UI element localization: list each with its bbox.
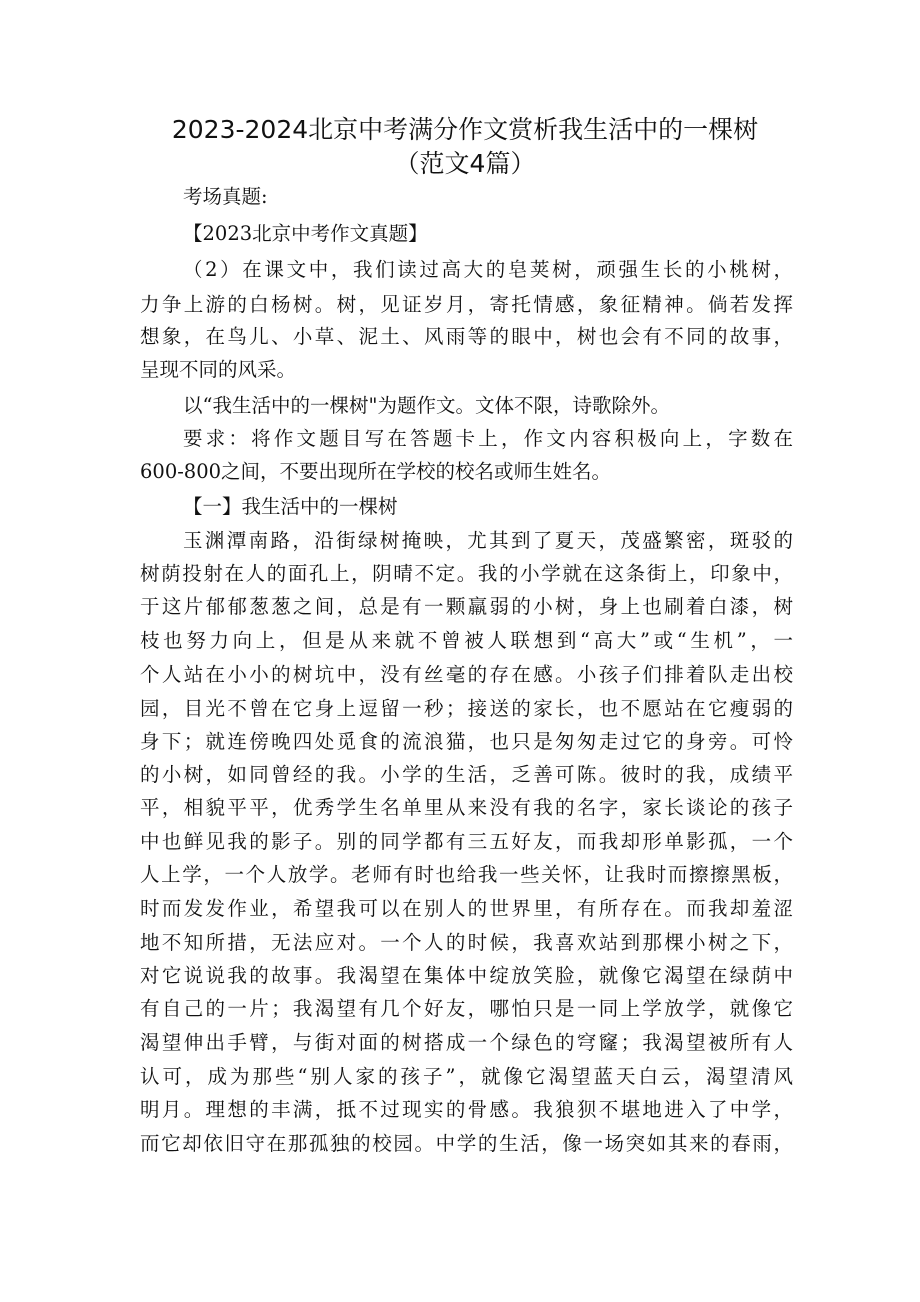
essay-line: 的小树，如同曾经的我。小学的生活，乏善可陈。彼时的我，成绩平	[140, 763, 793, 786]
essay-line: 身下；就连傍晚四处觅食的流浪猫，也只是匆匆走过它的身旁。可怜	[140, 730, 793, 753]
exam-section-heading: 【2023北京中考作文真题】	[183, 222, 428, 245]
essay-line: 玉渊潭南路，沿街绿树掩映，尤其到了夏天，茂盛繁密，斑驳的	[183, 529, 793, 552]
prompt-line: 力争上游的白杨树。树，见证岁月，寄托情感，象征精神。倘若发挥	[140, 293, 793, 316]
essay-line: 而它却依旧守在那孤独的校园。中学的生活，像一场突如其来的春雨，	[140, 1132, 793, 1155]
essay-line: 枝也努力向上，但是从来就不曾被人联想到“高大”或“生机”，一	[140, 629, 793, 652]
essay-line: 人上学，一个人放学。老师有时也给我一些关怀，让我时而擦擦黑板，	[140, 863, 793, 886]
essay-heading: 【一】我生活中的一棵树	[183, 495, 398, 518]
document-title-line-2: （范文4篇）	[394, 149, 536, 178]
document-title-line-1: 2023-2024北京中考满分作文赏析我生活中的一棵树	[171, 115, 759, 144]
essay-line: 于这片郁郁葱葱之间，总是有一颗羸弱的小树，身上也刷着白漆，树	[140, 595, 793, 618]
essay-line: 树荫投射在人的面孔上，阴晴不定。我的小学就在这条街上，印象中，	[140, 562, 793, 585]
essay-line: 明月。理想的丰满，抵不过现实的骨感。我狼狈不堪地进入了中学，	[140, 1098, 793, 1121]
essay-line: 渴望伸出手臂，与街对面的树搭成一个绿色的穹窿；我渴望被所有人	[140, 1031, 793, 1054]
requirement-line: 600-800之间，不要出现所在学校的校名或师生姓名。	[140, 460, 612, 483]
prompt-line: （2）在课文中，我们读过高大的皂荚树，顽强生长的小桃树，	[183, 258, 793, 281]
essay-line: 认可，成为那些“别人家的孩子”，就像它渴望蓝天白云，渴望清风	[140, 1065, 793, 1088]
essay-line: 地不知所措，无法应对。一个人的时候，我喜欢站到那棵小树之下，	[140, 931, 793, 954]
essay-line: 有自己的一片；我渴望有几个好友，哪怕只是一同上学放学，就像它	[140, 997, 793, 1020]
essay-line: 对它说说我的故事。我渴望在集体中绽放笑脸，就像它渴望在绿荫中	[140, 964, 793, 987]
essay-line: 园，目光不曾在它身上逗留一秒；接送的家长，也不愿站在它瘦弱的	[140, 697, 793, 720]
requirement-line: 要求：将作文题目写在答题卡上，作文内容积极向上，字数在	[183, 427, 793, 450]
prompt-line: 呈现不同的风采。	[140, 358, 297, 381]
topic-line: 以“我生活中的一棵树"为题作文。文体不限，诗歌除外。	[183, 394, 670, 417]
essay-line: 平，相貌平平，优秀学生名单里从来没有我的名字，家长谈论的孩子	[140, 796, 793, 819]
essay-line: 中也鲜见我的影子。别的同学都有三五好友，而我却形单影孤，一个	[140, 830, 793, 853]
exam-label: 考场真题:	[183, 185, 268, 208]
essay-line: 个人站在小小的树坑中，没有丝毫的存在感。小孩子们排着队走出校	[140, 663, 793, 686]
essay-line: 时而发发作业，希望我可以在别人的世界里，有所存在。而我却羞涩	[140, 897, 793, 920]
prompt-line: 想象，在鸟儿、小草、泥土、风雨等的眼中，树也会有不同的故事，	[140, 325, 793, 348]
